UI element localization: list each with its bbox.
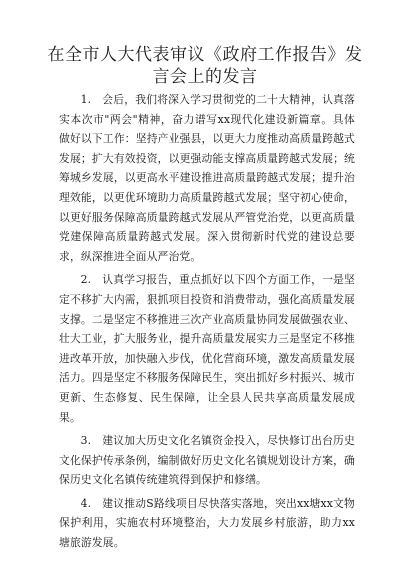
document-title: 在全市人大代表审议《政府工作报告》发言会上的发言 <box>47 45 363 87</box>
document-body <box>59 90 355 557</box>
paragraph-2: 2. 认真学习报告，重点抓好以下四个方面工作，一是坚定不移扩大内需，狠抓项目投资和消费带动，强化高质量发展支撑。二是坚定不移推进三次产业高质量协同发展做强农业、壮大工业，扩大服务业，提升高质量发展实力三是坚定不移推进改革开放，加快融入步伐，优化营商环境，激发高质量发展活力。四是坚定不移服务保障民生，突出抓好乡村振兴、城市更新、生态修复、民生保障，让全县人民共享高质量发展成果。 <box>59 273 355 424</box>
paragraph-4: 4. 建议推动S路线项目尽快落实落地，突出xx塘xx文物保护利用，实施农村环境整治，大力发展乡村旅游，助力xx塘旅游发展。 <box>59 496 355 550</box>
paragraph-3: 3. 建议加大历史文化名镇资金投入，尽快修订出台历史文化保护传承条例，编制做好历史文化名镇规划设计方案，确保历史文化名镇传统建筑得到保护和修缮。 <box>59 434 355 487</box>
paragraph-1: 1. 会后，我们将深入学习贯彻党的二十大精神，认真落实本次市"两会"精神，奋力谱写xx现代化建设新篇章。具体做好以下工作：坚持产业强县，以更大力度推动高质量跨越式发展；扩大有效投资，以更强动能支撑高质量跨越式发展；统筹城乡发展，以更高水平建设推进高质量跨越式发展；提升治理效能，以更优环境助力高质量跨越式发展；坚守初心使命，以更好服务保障高质量跨越式发展从严管党治党，以更高质量党建保障高质量跨越式发展。深入贯彻新时代党的建设总要求，纵深推进全面从严治党。 <box>59 93 355 263</box>
